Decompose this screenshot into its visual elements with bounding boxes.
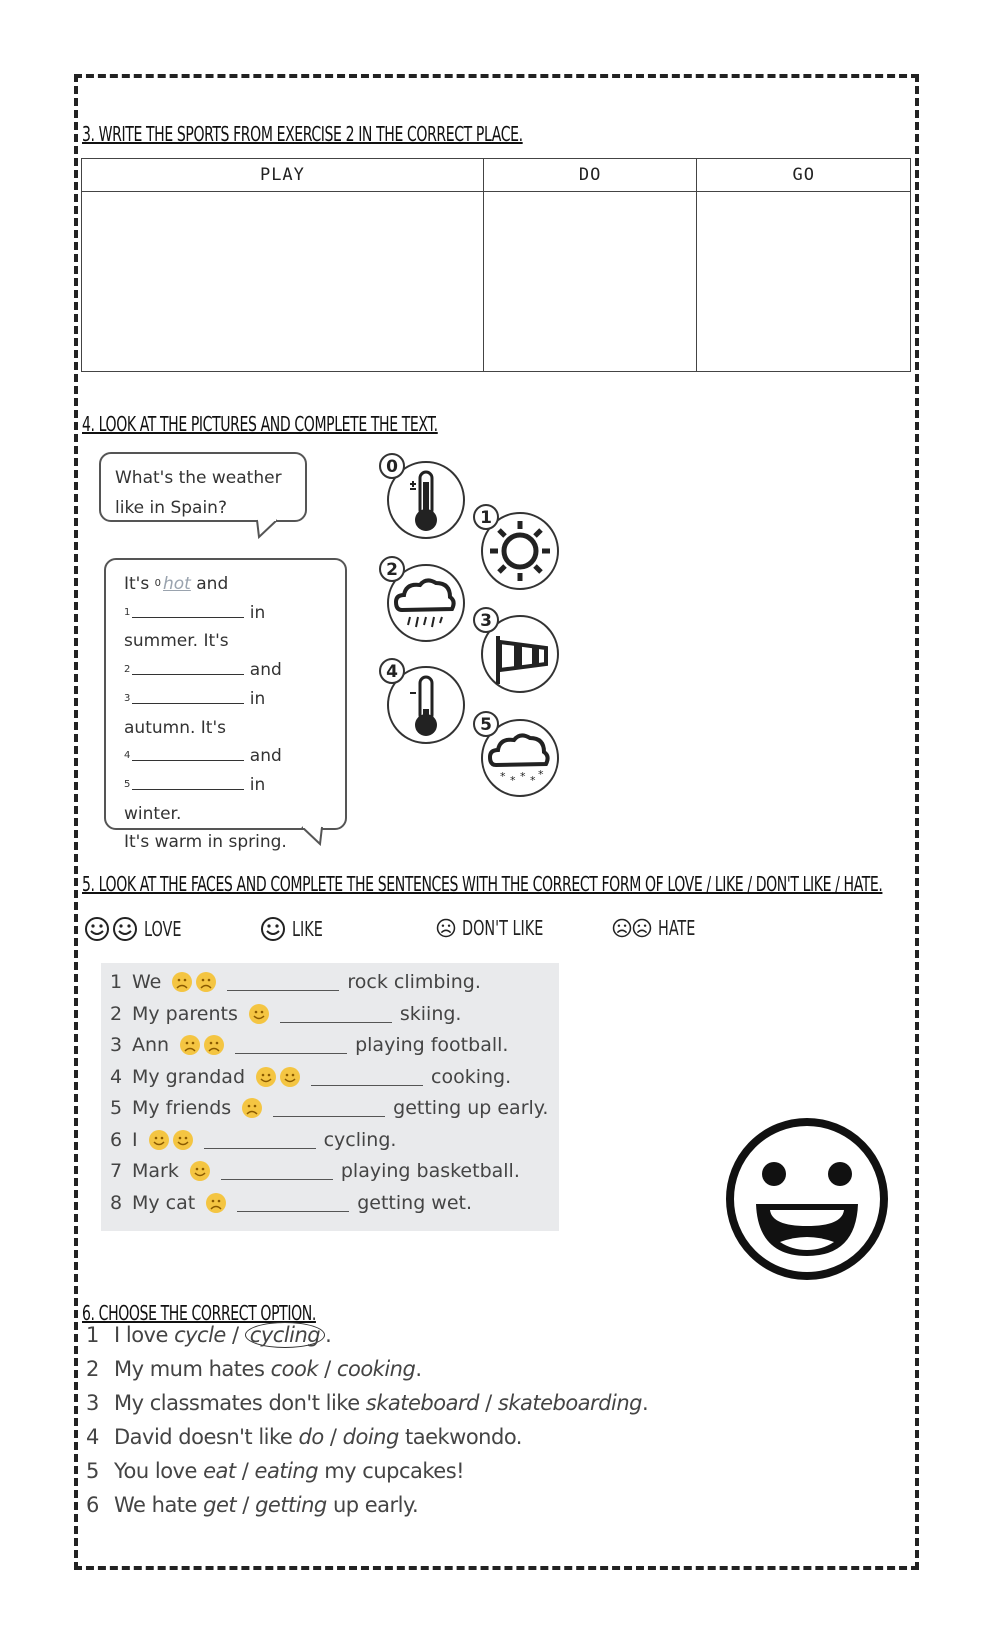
sup-5: 5 bbox=[124, 778, 131, 790]
sad-face-icon bbox=[203, 1034, 225, 1056]
sentence-blank[interactable] bbox=[237, 1194, 349, 1212]
sentence-blank[interactable] bbox=[204, 1131, 316, 1149]
option-separator: / bbox=[478, 1391, 498, 1415]
option-b[interactable]: skateboarding bbox=[497, 1391, 642, 1415]
svg-text:*: * bbox=[500, 770, 506, 783]
sun-icon bbox=[472, 503, 562, 593]
sup-4: 4 bbox=[124, 750, 131, 762]
thermometer-hot-icon bbox=[378, 452, 468, 542]
question-line-1: What's the weather bbox=[115, 468, 282, 488]
sup-1: 1 bbox=[124, 606, 131, 618]
option-suffix: up early. bbox=[326, 1493, 419, 1517]
column-play: PLAY bbox=[82, 159, 484, 192]
option-number: 3 bbox=[86, 1391, 99, 1415]
smiley-face-icon bbox=[255, 1066, 277, 1088]
section3-heading: 3. WRITE THE SPORTS FROM EXERCISE 2 IN THE CORRECT PLACE. bbox=[82, 122, 523, 146]
laughing-face-icon bbox=[722, 1114, 892, 1284]
question-line-2: like in Spain? bbox=[115, 498, 227, 518]
sentence-faces bbox=[189, 1160, 213, 1182]
windsock-icon bbox=[472, 606, 562, 696]
text-in-winter: in winter. bbox=[124, 774, 266, 824]
sad-face-icon bbox=[171, 971, 193, 993]
option-b[interactable]: doing bbox=[342, 1425, 399, 1449]
sports-table bbox=[81, 158, 911, 372]
option-item-1 bbox=[86, 1323, 331, 1347]
legend-love bbox=[84, 916, 191, 942]
legend-love-label: LOVE bbox=[144, 917, 182, 941]
sentence-5 bbox=[110, 1097, 548, 1119]
blank-4[interactable] bbox=[132, 743, 244, 761]
sentence-7 bbox=[110, 1160, 520, 1182]
option-b[interactable]: eating bbox=[254, 1459, 319, 1483]
sentence-4 bbox=[110, 1066, 511, 1088]
sentence-subject: My parents bbox=[132, 1003, 238, 1025]
option-prefix: My classmates don't like bbox=[114, 1391, 366, 1415]
sentence-rest: cooking. bbox=[431, 1066, 512, 1088]
option-item-4 bbox=[86, 1425, 522, 1449]
option-prefix: My mum hates bbox=[114, 1357, 271, 1381]
blank-3[interactable] bbox=[132, 686, 244, 704]
text-summer: summer. It's bbox=[124, 631, 229, 652]
sentence-8 bbox=[110, 1192, 472, 1214]
sentence-6 bbox=[110, 1129, 396, 1151]
option-suffix: . bbox=[641, 1391, 649, 1415]
sentence-number: 5 bbox=[110, 1097, 123, 1119]
option-item-2 bbox=[86, 1357, 422, 1381]
option-prefix: David doesn't like bbox=[114, 1425, 299, 1449]
answer-bubble-tail bbox=[300, 826, 330, 846]
sentence-rest: getting wet. bbox=[357, 1192, 473, 1214]
option-prefix: You love bbox=[114, 1459, 204, 1483]
icon-number-4: 4 bbox=[386, 662, 398, 682]
option-number: 5 bbox=[86, 1459, 99, 1483]
sad-face-icon bbox=[205, 1192, 227, 1214]
sentence-number: 6 bbox=[110, 1129, 123, 1151]
sentence-subject: My grandad bbox=[132, 1066, 245, 1088]
legend-hate bbox=[612, 916, 705, 940]
snow-cloud-icon bbox=[472, 710, 562, 800]
option-a[interactable]: skateboard bbox=[365, 1391, 479, 1415]
smiley-face-icon bbox=[279, 1066, 301, 1088]
sad-face-icon bbox=[195, 971, 217, 993]
text-in: in bbox=[249, 688, 266, 709]
option-prefix: We hate bbox=[114, 1493, 204, 1517]
icon-number-3: 3 bbox=[480, 611, 492, 631]
option-b[interactable]: getting bbox=[255, 1493, 327, 1517]
go-cell[interactable] bbox=[697, 192, 911, 372]
sentence-3 bbox=[110, 1034, 508, 1056]
icon-number-5: 5 bbox=[480, 715, 492, 735]
text-and: and bbox=[249, 660, 282, 681]
option-separator: / bbox=[225, 1323, 245, 1347]
legend-hate-label: HATE bbox=[658, 916, 696, 940]
example-answer: hot bbox=[163, 574, 191, 594]
section5-heading: 5. LOOK AT THE FACES AND COMPLETE THE SENTENCES WITH THE CORRECT FORM OF LOVE / LIKE / DON'T LIKE / HATE. bbox=[82, 872, 883, 896]
legend-like-label: LIKE bbox=[292, 917, 323, 941]
dont-like-face-icon bbox=[436, 918, 456, 938]
icon-number-1: 1 bbox=[480, 508, 492, 528]
sentence-faces bbox=[148, 1129, 196, 1151]
sentence-subject: I bbox=[132, 1129, 138, 1151]
option-number: 1 bbox=[86, 1323, 99, 1347]
option-number: 6 bbox=[86, 1493, 99, 1517]
sentence-blank[interactable] bbox=[311, 1068, 423, 1086]
svg-text:*: * bbox=[530, 774, 536, 787]
sentence-number: 8 bbox=[110, 1192, 123, 1214]
blank-2[interactable] bbox=[132, 657, 244, 675]
option-a[interactable]: do bbox=[298, 1425, 324, 1449]
column-do: DO bbox=[483, 159, 697, 192]
section6-heading: 6. CHOOSE THE CORRECT OPTION. bbox=[82, 1301, 316, 1325]
love-faces-icon bbox=[84, 916, 138, 942]
option-a[interactable]: cook bbox=[270, 1357, 318, 1381]
question-bubble-tail bbox=[255, 519, 285, 539]
option-suffix: . bbox=[415, 1357, 422, 1381]
sup-2: 2 bbox=[124, 664, 131, 676]
smiley-face-icon bbox=[248, 1003, 270, 1025]
option-suffix: my cupcakes! bbox=[318, 1459, 465, 1483]
rain-cloud-icon bbox=[378, 555, 468, 645]
option-a[interactable]: get bbox=[203, 1493, 237, 1517]
svg-text:*: * bbox=[510, 774, 516, 787]
svg-text:*: * bbox=[538, 768, 544, 781]
option-a[interactable]: cycle bbox=[174, 1323, 226, 1347]
sentence-blank[interactable] bbox=[280, 1005, 392, 1023]
sentence-subject: Mark bbox=[132, 1160, 179, 1182]
sad-face-icon bbox=[179, 1034, 201, 1056]
sup-3: 3 bbox=[124, 692, 131, 704]
sentence-number: 2 bbox=[110, 1003, 123, 1025]
answer-bubble bbox=[104, 558, 347, 853]
section4-heading: 4. LOOK AT THE PICTURES AND COMPLETE THE TEXT. bbox=[82, 412, 438, 436]
sentence-faces bbox=[179, 1034, 227, 1056]
sentence-subject: My friends bbox=[132, 1097, 232, 1119]
sentence-faces bbox=[241, 1097, 265, 1119]
sentence-faces bbox=[255, 1066, 303, 1088]
legend-like bbox=[260, 916, 331, 942]
sentence-faces bbox=[205, 1192, 229, 1214]
option-suffix: taekwondo. bbox=[398, 1425, 522, 1449]
option-prefix: I love bbox=[114, 1323, 175, 1347]
sentence-number: 7 bbox=[110, 1160, 123, 1182]
sentence-number: 3 bbox=[110, 1034, 123, 1056]
sentence-subject: My cat bbox=[132, 1192, 196, 1214]
option-a[interactable]: eat bbox=[203, 1459, 236, 1483]
icon-number-0: 0 bbox=[386, 457, 398, 477]
text-and: and bbox=[249, 746, 282, 767]
text-its: It's bbox=[124, 574, 150, 594]
sentence-subject: We bbox=[132, 971, 162, 993]
text-and: and bbox=[196, 574, 229, 594]
option-b[interactable]: cooking bbox=[336, 1357, 416, 1381]
text-spring: It's warm in spring. bbox=[124, 832, 287, 853]
do-cell[interactable] bbox=[483, 192, 697, 372]
sentence-faces bbox=[248, 1003, 272, 1025]
sentence-blank[interactable] bbox=[221, 1162, 333, 1180]
text-in: in bbox=[249, 602, 266, 623]
thermometer-cold-icon bbox=[378, 657, 468, 747]
option-separator: / bbox=[323, 1425, 343, 1449]
option-suffix: . bbox=[325, 1323, 332, 1347]
sentence-blank[interactable] bbox=[273, 1099, 385, 1117]
smiley-face-icon bbox=[148, 1129, 170, 1151]
sentence-subject: Ann bbox=[132, 1034, 170, 1056]
sentence-rest: rock climbing. bbox=[347, 971, 481, 993]
option-separator: / bbox=[317, 1357, 337, 1381]
sentence-blank[interactable] bbox=[227, 973, 339, 991]
option-item-6 bbox=[86, 1493, 418, 1517]
smiley-face-icon bbox=[189, 1160, 211, 1182]
blank-5[interactable] bbox=[132, 772, 244, 790]
sentence-2 bbox=[110, 1003, 461, 1025]
like-face-icon bbox=[260, 916, 286, 942]
option-item-3 bbox=[86, 1391, 648, 1415]
svg-text:*: * bbox=[520, 770, 526, 783]
column-go: GO bbox=[697, 159, 911, 192]
option-number: 4 bbox=[86, 1425, 99, 1449]
sentence-faces bbox=[171, 971, 219, 993]
sentence-rest: cycling. bbox=[323, 1129, 397, 1151]
sentence-rest: skiing. bbox=[399, 1003, 462, 1025]
legend-dont-like bbox=[436, 916, 564, 940]
sentence-1 bbox=[110, 971, 481, 993]
option-item-5 bbox=[86, 1459, 464, 1483]
blank-1[interactable] bbox=[132, 600, 244, 618]
smiley-face-icon bbox=[172, 1129, 194, 1151]
sentence-rest: playing basketball. bbox=[340, 1160, 520, 1182]
option-separator: / bbox=[235, 1459, 255, 1483]
option-number: 2 bbox=[86, 1357, 99, 1381]
option-b[interactable]: cycling bbox=[245, 1322, 325, 1348]
legend-dont-like-label: DON'T LIKE bbox=[462, 916, 544, 940]
sentence-rest: playing football. bbox=[355, 1034, 509, 1056]
play-cell[interactable] bbox=[82, 192, 484, 372]
hate-faces-icon bbox=[612, 918, 652, 938]
icon-number-2: 2 bbox=[386, 560, 398, 580]
sentence-number: 1 bbox=[110, 971, 123, 993]
sup-0: 0 bbox=[154, 578, 161, 589]
sentence-blank[interactable] bbox=[235, 1036, 347, 1054]
question-bubble bbox=[99, 452, 307, 522]
sentence-number: 4 bbox=[110, 1066, 123, 1088]
text-autumn: autumn. It's bbox=[124, 717, 226, 738]
sad-face-icon bbox=[241, 1097, 263, 1119]
sentence-rest: getting up early. bbox=[393, 1097, 549, 1119]
option-separator: / bbox=[236, 1493, 256, 1517]
